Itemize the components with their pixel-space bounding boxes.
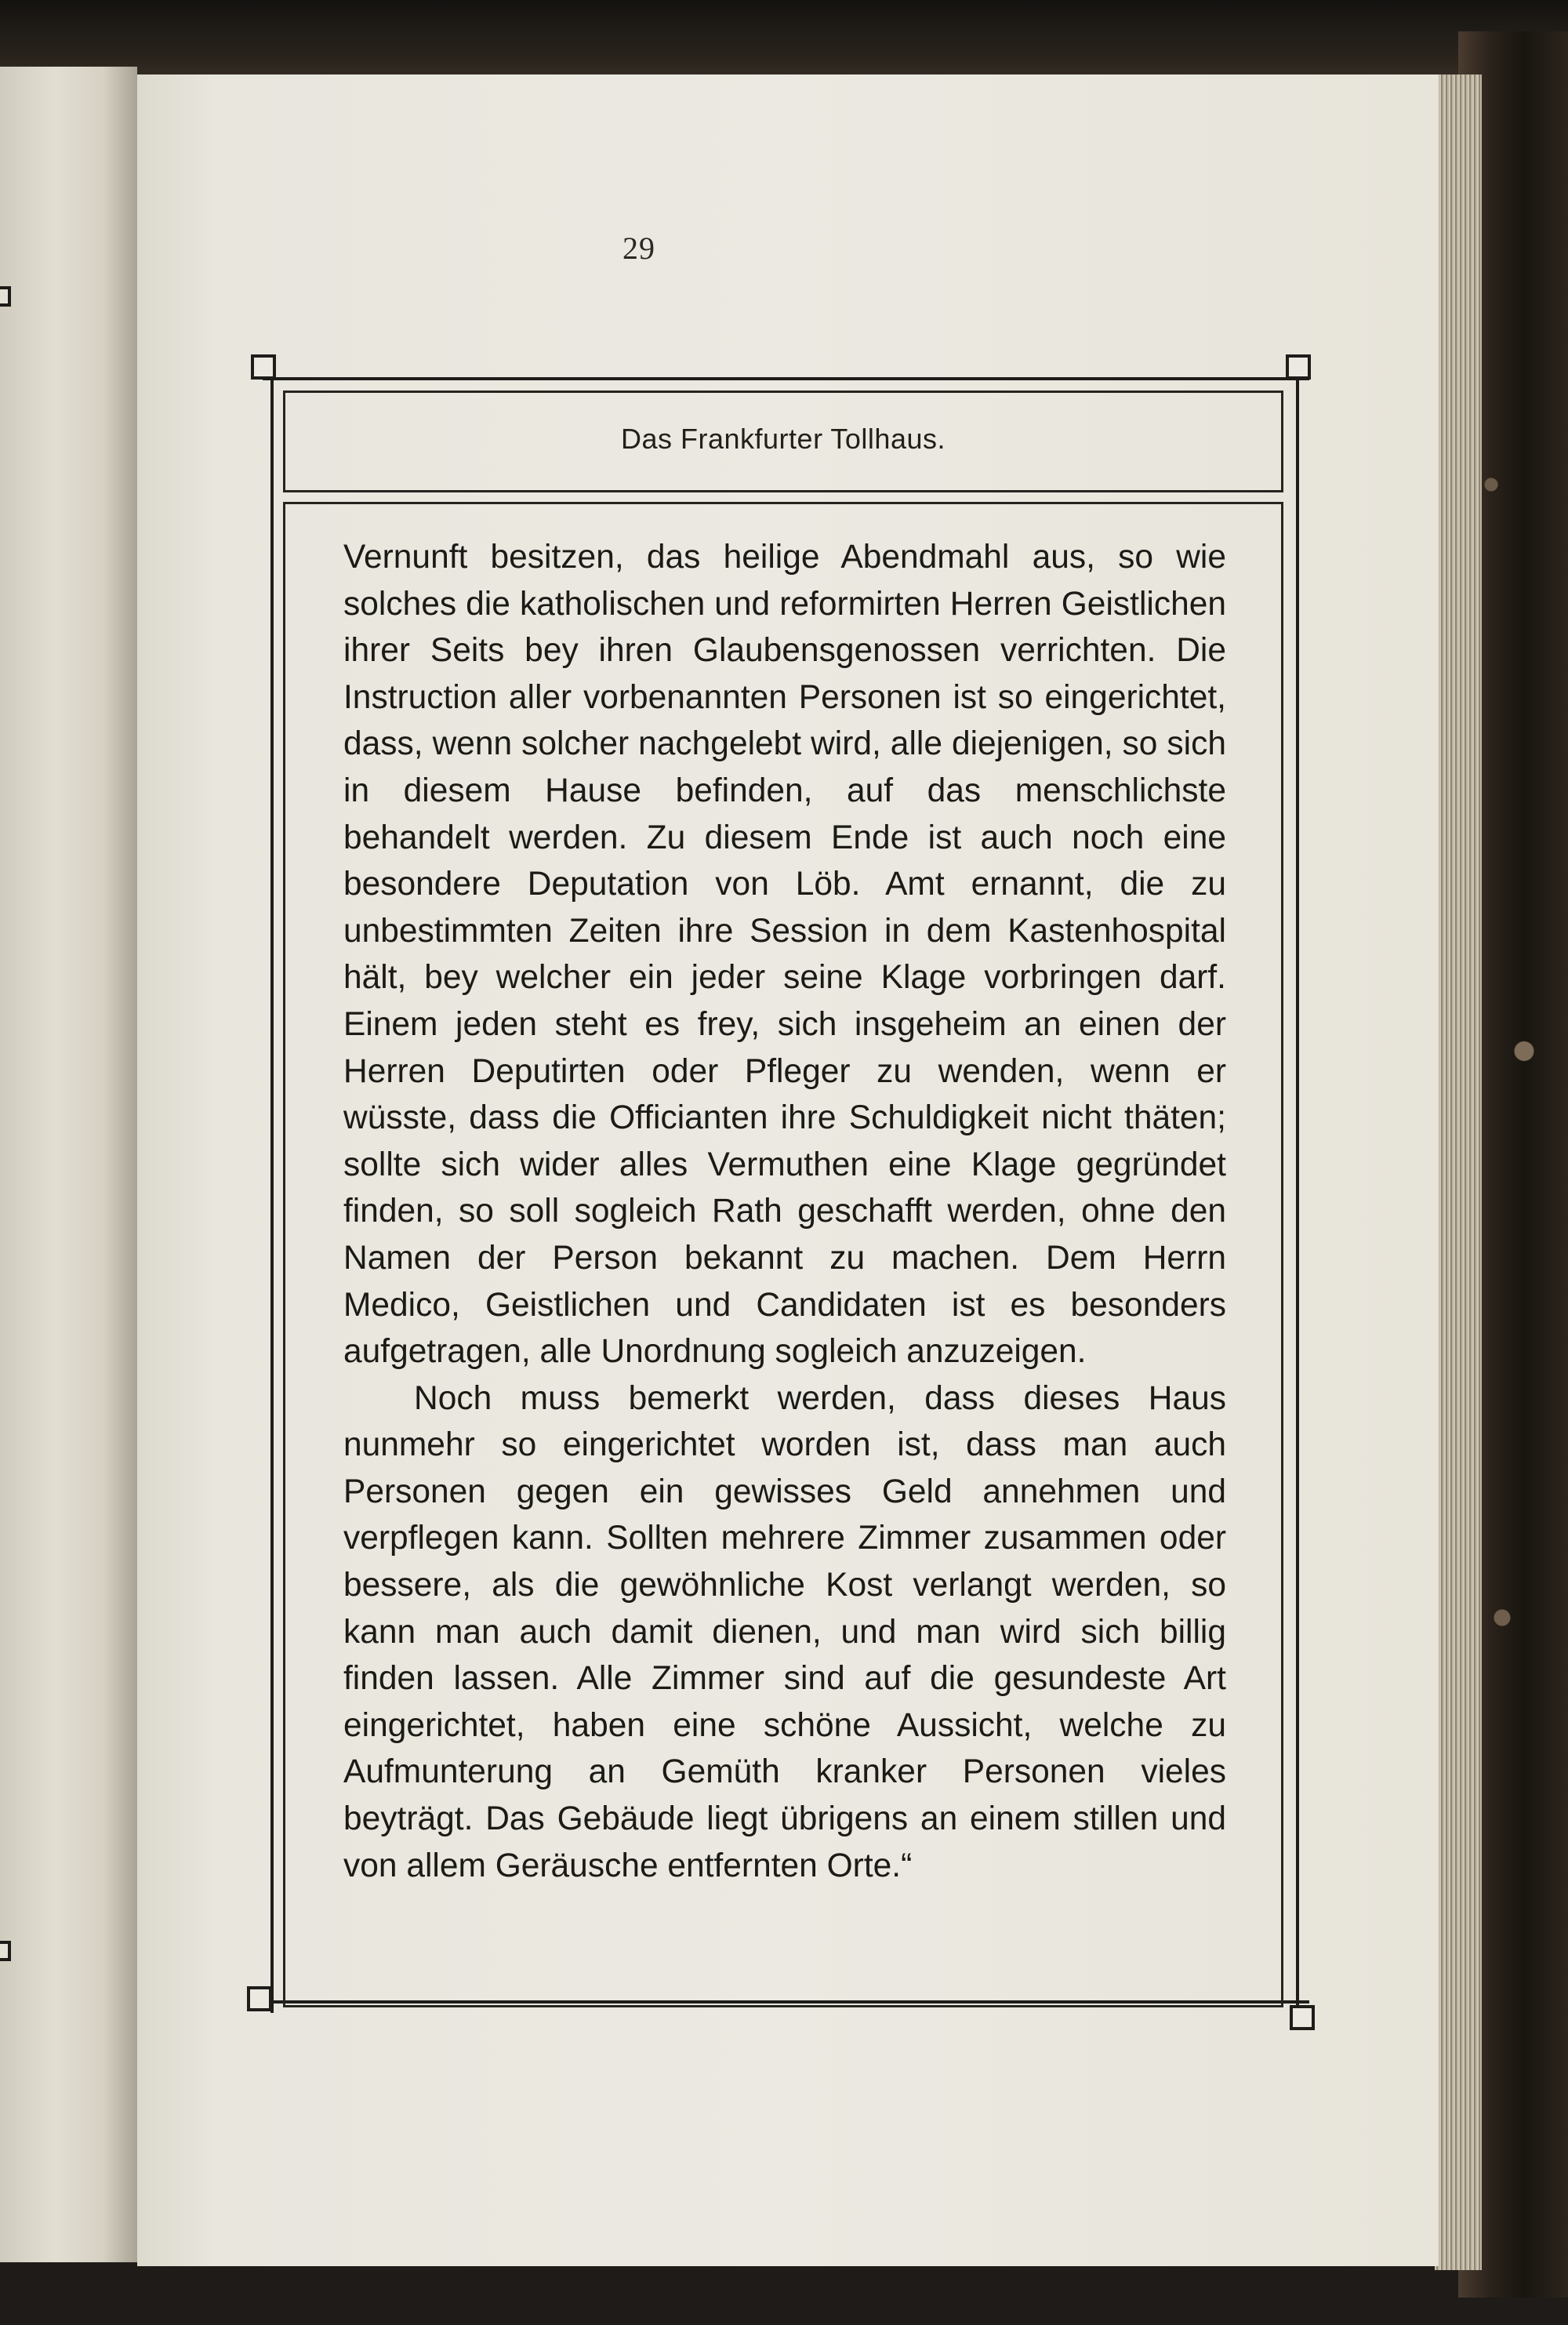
frame-top-line bbox=[263, 377, 1309, 380]
book-page bbox=[137, 74, 1439, 2266]
facing-page-corner-mark bbox=[0, 286, 11, 307]
paragraph: Vernunft besitzen, das heilige Abendmahl aus, so wie solches die katholischen und reformirten Herren Geistlichen ihrer Seits bey ihren Glaubensgenossen verrichten. Die Instruction aller vorbenannten Personen ist so eingerichtet, dass, wenn solcher nachgelebt wird, alle diejenigen, so sich in diesem Hause befinden, auf das menschlichste behandelt werden. Zu diesem Ende ist auch noch eine besondere Deputation von Löb. Amt ernannt, die zu unbestimmten Zeiten ihre Session in dem Kastenhospital hält, bey welcher ein jeder seine Klage vorbringen darf. Einem jeden steht es frey, sich insgeheim an einen der Herren Deputirten oder Pfleger zu wenden, wenn er wüsste, dass die Officianten ihre Schuldigkeit nicht thäten; sollte sich wider alles Vermuthen eine Klage gegründet finden, so soll sogleich Rath geschafft werden, ohne den Namen der Person bekannt zu machen. Dem Herrn Medico, Geistlichen und Candidaten ist es besonders aufgetragen, alle Unordnung sogleich anzuzeigen. bbox=[343, 539, 1226, 1371]
frame-corner-ornament-top-left bbox=[251, 354, 276, 380]
page-block-edges bbox=[1435, 74, 1482, 2270]
page-number: 29 bbox=[622, 231, 655, 266]
paragraph: Noch muss bemerkt werden, dass dieses Haus nunmehr so eingerichtet worden ist, dass man auch Personen gegen ein gewisses Geld annehmen und verpflegen kann. Sollten mehrere Zimmer zusammen oder bessere, als die gewöhnliche Kost verlangt werden, so kann man auch damit dienen, und man wird sich billig finden lassen. Alle Zimmer sind auf die gesundeste Art eingerichtet, haben eine schöne Aussicht, welche zu Aufmunterung an Gemüth kranker Personen vieles beyträgt. Das Gebäude liegt übrigens an einem stillen und von allem Geräusche entfernten Orte.“ bbox=[343, 1379, 1226, 1884]
frame-right-line bbox=[1296, 369, 1299, 2013]
running-header-box bbox=[283, 391, 1283, 492]
frame-corner-ornament-top-right bbox=[1286, 354, 1311, 380]
book-binding-edge bbox=[0, 0, 1568, 86]
facing-page-edge bbox=[0, 67, 137, 2262]
frame-corner-ornament-bottom-left bbox=[247, 1986, 272, 2011]
frame-corner-ornament-bottom-right bbox=[1290, 2005, 1315, 2030]
frame-left-line bbox=[270, 369, 274, 2013]
running-title: Das Frankfurter Tollhaus. bbox=[620, 423, 946, 455]
text-frame bbox=[283, 502, 1283, 2007]
body-text bbox=[343, 534, 1226, 1889]
facing-page-corner-mark bbox=[0, 1941, 11, 1961]
